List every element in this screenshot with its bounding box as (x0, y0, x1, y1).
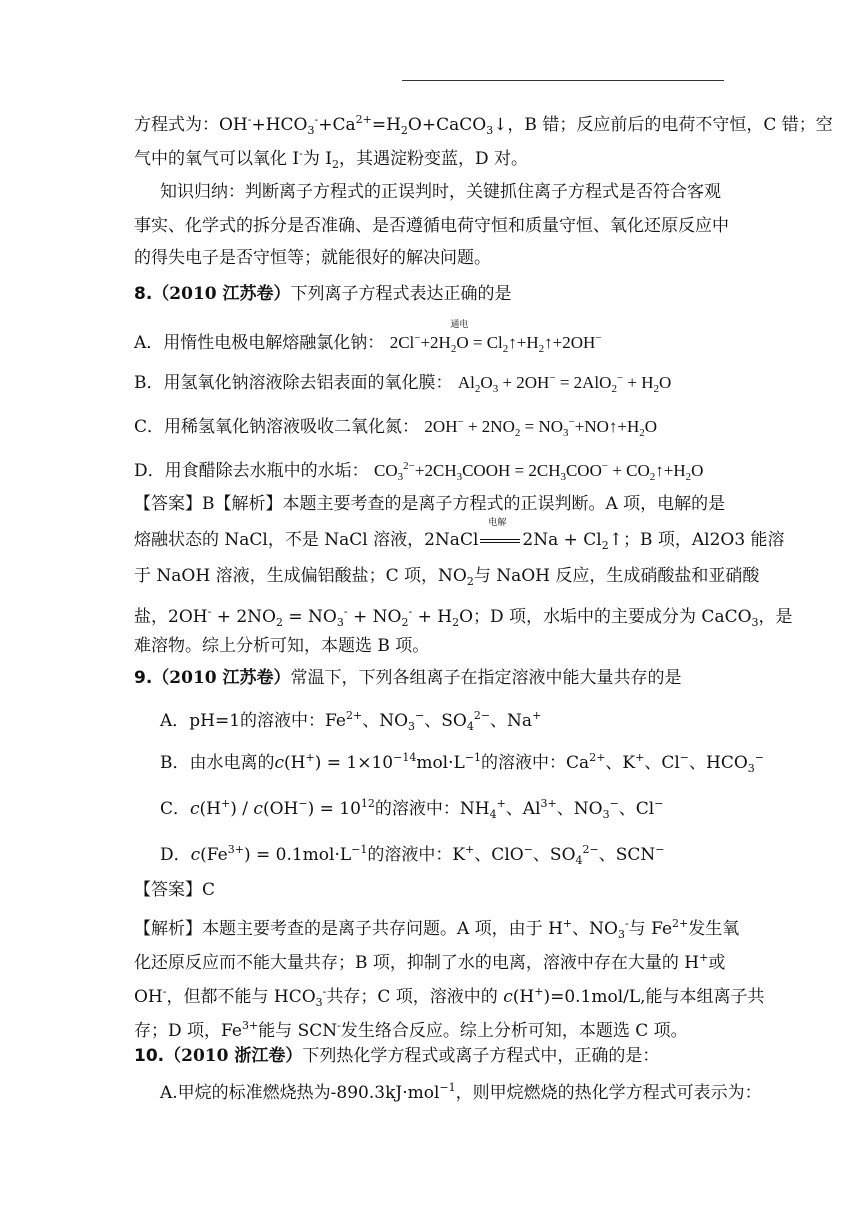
condition-label: 通电 (450, 319, 469, 329)
answer-8-line-1: 【答案】B【解析】本题主要考查的是离子方程式的正误判断。A 项，电解的是 (134, 494, 726, 514)
summary-line-3: 的得失电子是否守恒等；就能很好的解决问题。 (134, 248, 491, 268)
continuation-line-2: 气中的氧气可以氧化 I-为 $I_2$，其遇淀粉变蓝，D 对。 (134, 147, 529, 171)
question-8-title: 8.（2010 江苏卷）下列离子方程式表达正确的是 (134, 284, 512, 304)
answer-9-line-2: 化还原反应而不能大量共存；B 项，抑制了水的电离，溶液中存在大量的 H+或 (134, 951, 726, 973)
question-9-option-c: C．$c(H^+) / c(OH^-) = 10^{12}$的溶液中：$NH_4^+$、$Al^{3+}$、$NO_3^-$、Cl− (160, 797, 664, 821)
question-10-title: 10.（2010 浙江卷）下列热化学方程式或离子方程式中，正确的是： (134, 1046, 660, 1066)
answer-9-line-3: OH-，但都不能与 $HCO_3^-$共存；C 项，溶液中的 c(H+)=0.1mol/L,能与本组离子共 (134, 985, 765, 1009)
question-9-title: 9.（2010 江苏卷）常温下，下列各组离子在指定溶液中能大量共存的是 (134, 668, 682, 688)
header-rule (402, 80, 724, 81)
summary-line-2: 事实、化学式的拆分是否准确、是否遵循电荷守恒和质量守恒、氧化还原反应中 (134, 216, 729, 236)
question-8-option-b: B．用氢氧化钠溶液除去铝表面的氧化膜： $Al_2O_3 + 2OH^- = 2AlO_2^- + H_2O$ (134, 372, 672, 395)
continuation-line-1: 方程式为：$OH^-+HCO_3^-+Ca^{2+}=H_2O+CaCO_3↓$，B 错；反应前后的电荷不守恒，C 错；空 (134, 113, 833, 137)
question-10-option-a: A.甲烷的标准燃烧热为-890.3kJ·mol$^{-1}$，则甲烷燃烧的热化学方程式可表示为： (160, 1081, 762, 1103)
question-9-option-b: B．由水电离的$c(H^+) = 1\times 10^{-14}mol\cdot L^{-1}$的溶液中：$Ca^{2+}$、K+、Cl−、$HCO_3^-$ (160, 751, 765, 775)
question-8-option-d: D．用食醋除去水瓶中的水垢： $CO_3^{2-}+2CH_3COOH = 2CH_3COO^-$ + $CO_2↑+H_2O$ (134, 460, 704, 483)
answer-9-label: 【答案】C (134, 880, 216, 900)
question-9-option-d: D．$c(Fe^{3+}) = 0.1mol\cdot L^{-1}$的溶液中：K+、ClO−、$SO_4^{2-}$、SCN− (160, 843, 665, 867)
answer-9-line-1: 【解析】本题主要考查的是离子共存问题。A 项，由于 H+、$NO_3^-$与 $Fe^{2+}$发生氧 (134, 917, 740, 941)
answer-8-line-4: 盐，$2OH^- + 2NO_2 = NO_3^- + NO_2^- + H_2O$；D 项，水垢中的主要成分为 CaCO$_3$，是 (134, 605, 793, 629)
answer-9-line-4: 存；D 项，$Fe^{3+}$能与 SCN-发生络合反应。综上分析可知，本题选 C 项。 (134, 1019, 688, 1041)
option-a-equation: $2Cl^-+2H_2O$ 通电 = $Cl_2↑+H_2↑+2OH^-$ (389, 319, 602, 355)
answer-8-line-2: 熔融状态的 NaCl，不是 NaCl 溶液，2NaCl 电解 $2Na + Cl_2↑$；B 项，Al2O3 能溶 (134, 518, 785, 552)
answer-8-line-3: 于 NaOH 溶液，生成偏铝酸盐；C 项，$NO_2$与 NaOH 反应，生成硝酸盐和亚硝酸 (134, 566, 760, 588)
question-8-option-a: A．用惰性电极电解熔融氯化钠： $2Cl^-+2H_2O$ 通电 = $Cl_2↑+H_2↑+2OH^-$ (134, 319, 602, 355)
answer-8-line-5: 难溶物。综上分析可知，本题选 B 项。 (134, 636, 430, 656)
question-9-option-a: A．pH=1的溶液中：$Fe^{2+}$、$NO_3^-$、$SO_4^{2-}$、Na+ (160, 709, 542, 733)
question-8-option-c: C．用稀氢氧化钠溶液吸收二氧化氮： $2OH^- + 2NO_2$ = $NO_3^-+NO↑+H_2O$ (134, 416, 658, 439)
summary-line-1: 知识归纳：判断离子方程式的正误判时，关键抓住离子方程式是否符合客观 (160, 182, 721, 202)
